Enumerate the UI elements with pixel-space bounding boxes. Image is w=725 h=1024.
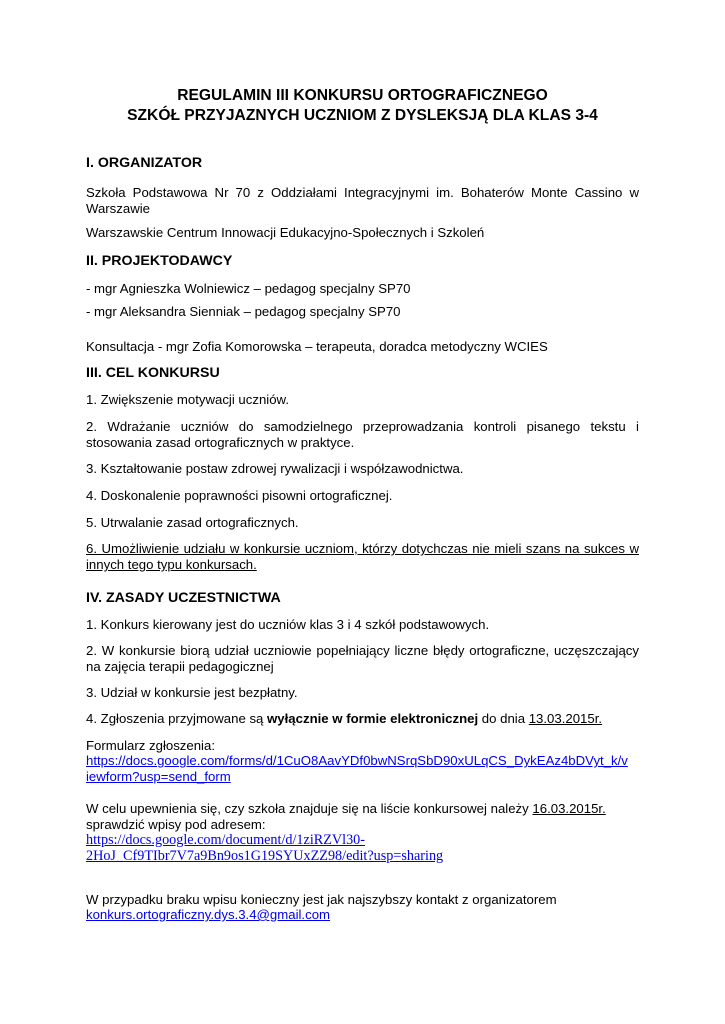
goal-item: 1. Zwiększenie motywacji uczniów.	[86, 392, 290, 407]
goal-item: 5. Utrwalanie zasad ortograficznych.	[86, 515, 299, 530]
designer-item: - mgr Aleksandra Sienniak – pedagog specjalny SP70	[86, 304, 401, 319]
check-suffix: sprawdzić wpisy pod adresem:	[86, 817, 266, 832]
doc-link-line-1[interactable]: https://docs.google.com/document/d/1ziRZVl30-	[86, 832, 365, 848]
deadline-emphasis: wyłącznie w formie elektronicznej	[267, 711, 479, 726]
form-link-line-2[interactable]: iewform?usp=send_form	[86, 769, 231, 784]
form-label: Formularz zgłoszenia:	[86, 738, 215, 753]
goal-item: 4. Doskonalenie poprawności pisowni ortograficznej.	[86, 488, 393, 503]
goal-item: 3. Kształtowanie postaw zdrowej rywalizacji i współzawodnictwa.	[86, 461, 464, 476]
check-prefix: W celu upewnienia się, czy szkoła znajduje się na liście konkursowej należy	[86, 801, 533, 816]
doc-link-line-2[interactable]: 2HoJ_Cf9TIbr7V7a9Bn9os1G19SYUxZZ98/edit?usp=sharing	[86, 848, 444, 864]
goal-item: 6. Umożliwienie udziału w konkursie uczniom, którzy dotychczas nie mieli szans na sukces w innych tego typu konkursach.	[86, 541, 639, 572]
contact-email-link[interactable]: konkurs.ortograficzny.dys.3.4@gmail.com	[86, 907, 331, 922]
section-heading-rules: IV. ZASADY UCZESTNICTWA	[86, 590, 281, 606]
contact-email-row	[86, 907, 639, 923]
organizer-center: Warszawskie Centrum Innowacji Edukacyjno-Społecznych i Szkoleń	[86, 225, 485, 240]
rule-item-deadline	[86, 711, 639, 727]
form-link[interactable]	[86, 753, 639, 785]
check-date: 16.03.2015r.	[532, 801, 606, 816]
check-text	[86, 801, 639, 833]
rule-item: 1. Konkurs kierowany jest do uczniów klas 3 i 4 szkół podstawowych.	[86, 617, 490, 632]
contact-text: W przypadku braku wpisu konieczny jest jak najszybszy kontakt z organizatorem	[86, 892, 557, 907]
deadline-date: 13.03.2015r.	[528, 711, 603, 726]
section-heading-designers: II. PROJEKTODAWCY	[86, 253, 233, 269]
organizer-school: Szkoła Podstawowa Nr 70 z Oddziałami Integracyjnymi im. Bohaterów Monte Cassino w Warszawie	[86, 185, 639, 216]
deadline-mid: do dnia	[478, 711, 529, 726]
deadline-prefix: 4. Zgłoszenia przyjmowane są	[86, 711, 268, 726]
consultation-text: Konsultacja - mgr Zofia Komorowska – terapeuta, doradca metodyczny WCIES	[86, 339, 548, 354]
doc-link[interactable]	[86, 832, 639, 864]
designer-item: - mgr Agnieszka Wolniewicz – pedagog specjalny SP70	[86, 281, 411, 296]
document-title-line-1: REGULAMIN III KONKURSU ORTOGRAFICZNEGO	[177, 87, 548, 104]
document-title-line-2: SZKÓŁ PRZYJAZNYCH UCZNIOM Z DYSLEKSJĄ DLA KLAS 3-4	[127, 107, 598, 124]
rule-item: 3. Udział w konkursie jest bezpłatny.	[86, 685, 298, 700]
form-link-line-1[interactable]: https://docs.google.com/forms/d/1CuO8AavYDf0bwNSrqSbD90xULqCS_DykEAz4bDVyt_k/v	[86, 753, 628, 768]
rule-item: 2. W konkursie biorą udział uczniowie popełniający liczne błędy ortograficzne, uczęszczający na zajęcia terapii pedagogicznej	[86, 643, 639, 674]
goal-item: 2. Wdrażanie uczniów do samodzielnego przeprowadzania kontroli pisanego tekstu i stosowania zasad ortograficznych w praktyce.	[86, 419, 639, 450]
section-heading-goals: III. CEL KONKURSU	[86, 365, 220, 381]
section-heading-organizer: I. ORGANIZATOR	[86, 155, 203, 171]
